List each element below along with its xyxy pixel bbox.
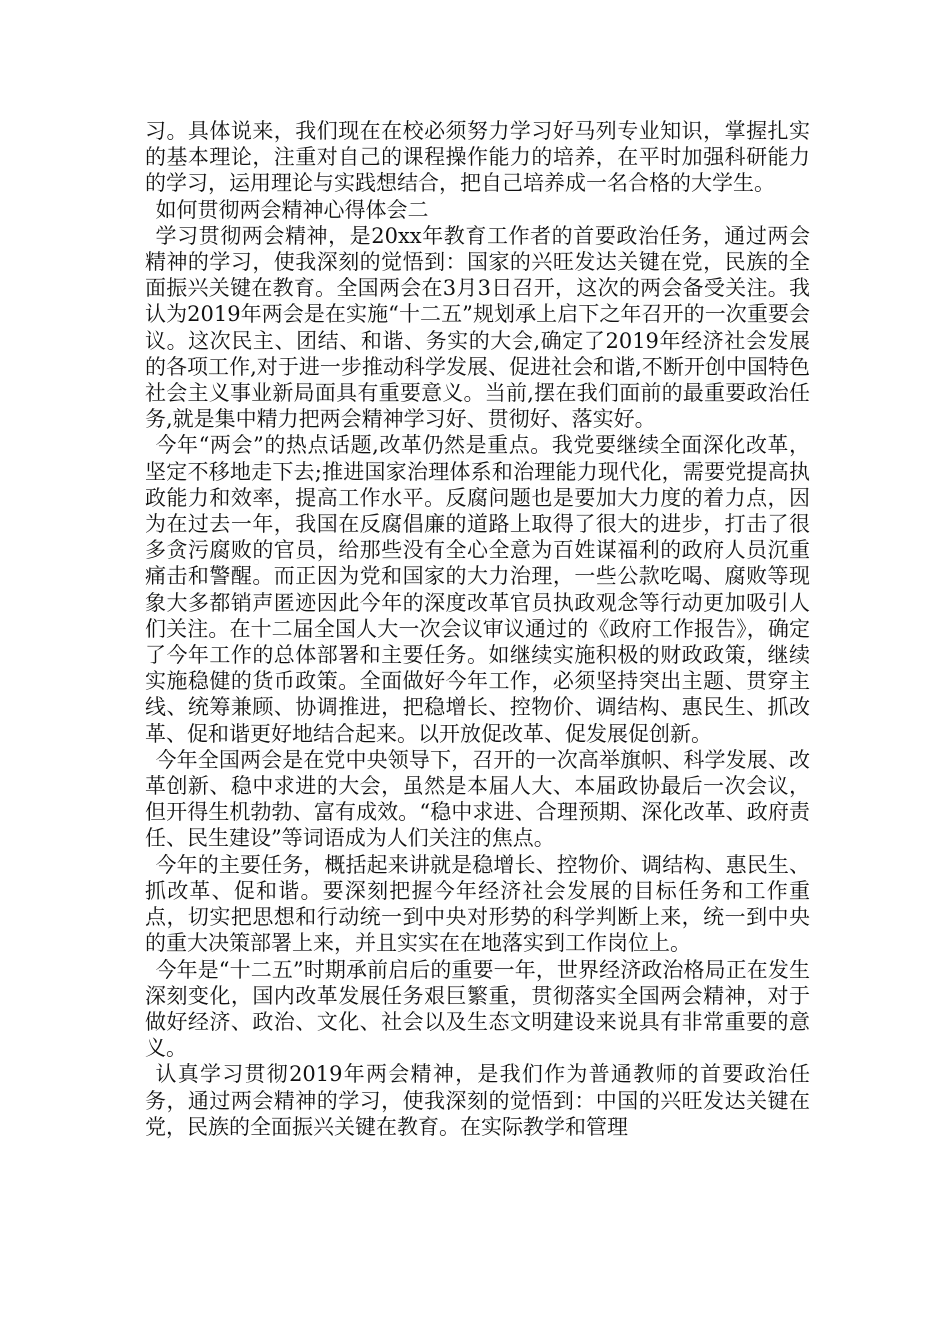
paragraph-reform: 今年“两会”的热点话题,改革仍然是重点。我党要继续全面深化改革，坚定不移地走下去;推进国家治理体系和治理能力现代化，需要党提高执政能力和效率，提高工作水平。反腐问题也是要加大力度的着力点，因为在过去一年，我国在反腐倡廉的道路上取得了很大的进步，打击了很多贪污腐败的官员，给那些没有全心全意为百姓谋福利的政府人员沉重痛击和警醒。而正因为党和国家的大力治理，一些公款吃喝、腐败等现象大多都销声匿迹因此今年的深度改革官员执政观念等行动更加吸引人们关注。在十二届全国人大一次会议审议通过的《政府工作报告》，确定了今年工作的总体部署和主要任务。如继续实施积极的财政政策，继续实施稳健的货币政策。全面做好今年工作，必须坚持突出主题、贯穿主线、统筹兼顾、协调推进，把稳增长、控物价、调结构、惠民生、抓改革、促和谐更好地结合起来。以开放促改革、促发展促创新。 xyxy=(145,433,810,746)
paragraph-congress: 今年全国两会是在党中央领导下，召开的一次高举旗帜、科学发展、改革创新、稳中求进的大会，虽然是本届人大、本届政协最后一次会议，但开得生机勃勃、富有成效。“稳中求进、合理预期、深化改革、政府责任、民生建设”等词语成为人们关注的焦点。 xyxy=(145,747,810,851)
section-heading: 如何贯彻两会精神心得体会二 xyxy=(155,197,429,222)
document-body xyxy=(145,118,810,1140)
paragraph-teacher: 认真学习贯彻2019年两会精神，是我们作为普通教师的首要政治任务，通过两会精神的学习，使我深刻的觉悟到：中国的兴旺发达关键在党，民族的全面振兴关键在教育。在实际教学和管理 xyxy=(145,1062,810,1139)
paragraph-tasks: 今年的主要任务，概括起来讲就是稳增长、控物价、调结构、惠民生、抓改革、促和谐。要深刻把握今年经济社会发展的目标任务和工作重点，切实把思想和行动统一到中央对形势的科学判断上来，统一到中央的重大决策部署上来，并且实实在在地落实到工作岗位上。 xyxy=(145,852,810,956)
paragraph-five-year-plan: 今年是“十二五”时期承前启后的重要一年，世界经济政治格局正在发生深刻变化，国内改革发展任务艰巨繁重，贯彻落实全国两会精神，对于做好经济、政治、文化、社会以及生态文明建设来说具有非常重要的意义。 xyxy=(145,957,810,1061)
paragraph-study: 学习贯彻两会精神，是20xx年教育工作者的首要政治任务，通过两会精神的学习，使我深刻的觉悟到：国家的兴旺发达关键在党，民族的全面振兴关键在教育。全国两会在3月3日召开，这次的两会备受关注。我认为2019年两会是在实施“十二五”规划承上启下之年召开的一次重要会议。这次民主、团结、和谐、务实的大会,确定了2019年经济社会发展的各项工作,对于进一步推动科学发展、促进社会和谐,不断开创中国特色社会主义事业新局面具有重要意义。当前,摆在我们面前的最重要政治任务,就是集中精力把两会精神学习好、贯彻好、落实好。 xyxy=(145,223,810,432)
paragraph-intro: 习。具体说来，我们现在在校必须努力学习好马列专业知识，掌握扎实的基本理论，注重对自己的课程操作能力的培养，在平时加强科研能力的学习，运用理论与实践想结合，把自己培养成一名合格的大学生。 xyxy=(145,119,810,196)
